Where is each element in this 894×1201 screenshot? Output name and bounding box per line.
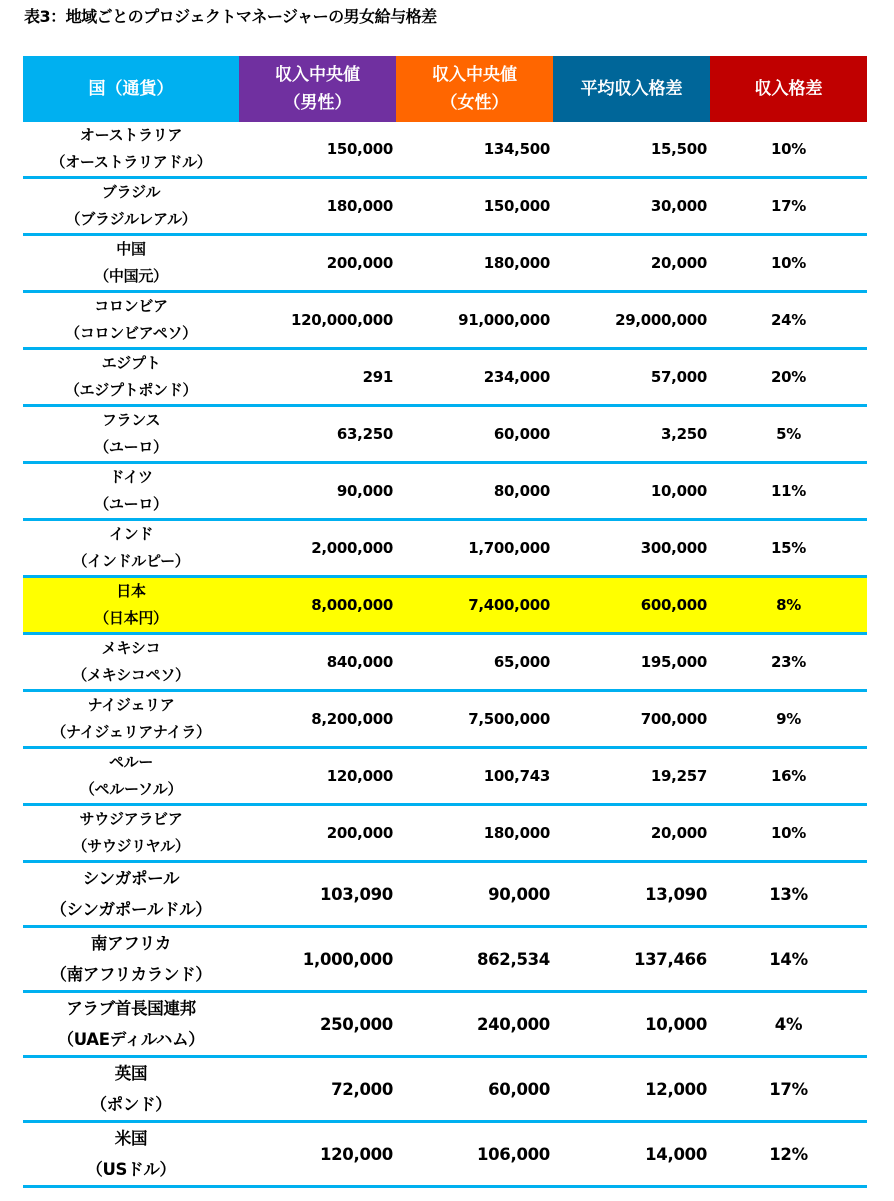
- gap-percent-cell: 11%: [710, 463, 867, 520]
- country-cell: [23, 292, 239, 349]
- gap-percent-cell: 17%: [710, 1057, 867, 1122]
- male-median-cell: 63,250: [239, 406, 396, 463]
- country-cell: [23, 577, 239, 634]
- gap-percent-cell: 14%: [710, 927, 867, 992]
- currency-name: （UAEディルハム）: [57, 1030, 205, 1049]
- currency-name: （コロンビアペソ）: [65, 324, 197, 342]
- male-median-cell: 291: [239, 349, 396, 406]
- male-median-cell: 90,000: [239, 463, 396, 520]
- header-label: 収入中央値: [432, 65, 517, 85]
- female-median-cell: 180,000: [396, 235, 553, 292]
- gap-percent-cell: 12%: [710, 1122, 867, 1187]
- average-gap-cell: 3,250: [553, 406, 710, 463]
- header-label: 平均収入格差: [580, 79, 683, 99]
- country-name: オーストラリア: [79, 126, 183, 144]
- average-gap-cell: 10,000: [553, 463, 710, 520]
- country-name: シンガポール: [82, 869, 180, 888]
- average-gap-cell: 12,000: [553, 1057, 710, 1122]
- male-median-cell: 120,000: [239, 748, 396, 805]
- male-median-cell: 2,000,000: [239, 520, 396, 577]
- country-cell: [23, 748, 239, 805]
- average-gap-cell: 13,090: [553, 862, 710, 927]
- average-gap-cell: 700,000: [553, 691, 710, 748]
- currency-name: （中国元）: [94, 267, 168, 285]
- average-gap-cell: 15,500: [553, 122, 710, 178]
- female-median-cell: 234,000: [396, 349, 553, 406]
- currency-name: （メキシコペソ）: [72, 666, 190, 684]
- country-cell: [23, 805, 239, 862]
- female-median-cell: 100,743: [396, 748, 553, 805]
- male-median-cell: 180,000: [239, 178, 396, 235]
- table-row: [23, 1122, 867, 1187]
- male-median-cell: 200,000: [239, 805, 396, 862]
- country-name: 日本: [116, 582, 146, 600]
- currency-name: （USドル）: [86, 1160, 176, 1179]
- country-cell: [23, 1057, 239, 1122]
- country-name: ブラジル: [101, 183, 161, 201]
- table-row: [23, 520, 867, 577]
- average-gap-cell: 29,000,000: [553, 292, 710, 349]
- currency-name: （ブラジルレアル）: [65, 210, 197, 228]
- country-cell: [23, 122, 239, 178]
- female-median-cell: 180,000: [396, 805, 553, 862]
- average-gap-cell: 10,000: [553, 992, 710, 1057]
- country-name: ナイジェリア: [87, 696, 175, 714]
- country-name: アラブ首長国連邦: [66, 999, 196, 1018]
- country-cell: [23, 1122, 239, 1187]
- gap-percent-cell: 4%: [710, 992, 867, 1057]
- currency-name: （ナイジェリアナイラ）: [51, 723, 211, 741]
- male-median-cell: 150,000: [239, 122, 396, 178]
- average-gap-cell: 300,000: [553, 520, 710, 577]
- table-row: [23, 235, 867, 292]
- table-row: [23, 992, 867, 1057]
- male-median-cell: 200,000: [239, 235, 396, 292]
- header-average-gap: [553, 56, 710, 122]
- gap-percent-cell: 10%: [710, 122, 867, 178]
- country-name: 南アフリカ: [90, 934, 172, 953]
- female-median-cell: 106,000: [396, 1122, 553, 1187]
- currency-name: （ユーロ）: [94, 438, 168, 456]
- female-median-cell: 65,000: [396, 634, 553, 691]
- country-cell: [23, 992, 239, 1057]
- country-name: エジプト: [101, 354, 161, 372]
- female-median-cell: 60,000: [396, 1057, 553, 1122]
- average-gap-cell: 195,000: [553, 634, 710, 691]
- female-median-cell: 862,534: [396, 927, 553, 992]
- table-row: [23, 122, 867, 178]
- header-label: 収入中央値: [275, 65, 360, 85]
- country-cell: [23, 862, 239, 927]
- header-label: 収入格差: [754, 79, 823, 99]
- gap-percent-cell: 20%: [710, 349, 867, 406]
- male-median-cell: 120,000,000: [239, 292, 396, 349]
- average-gap-cell: 19,257: [553, 748, 710, 805]
- table-row: [23, 406, 867, 463]
- currency-name: （ポンド）: [90, 1095, 172, 1114]
- table-row: [23, 577, 867, 634]
- average-gap-cell: 57,000: [553, 349, 710, 406]
- header-male-median: [239, 56, 396, 122]
- table-row: [23, 292, 867, 349]
- table-row: [23, 178, 867, 235]
- gap-percent-cell: 23%: [710, 634, 867, 691]
- female-median-cell: 7,400,000: [396, 577, 553, 634]
- male-median-cell: 72,000: [239, 1057, 396, 1122]
- female-median-cell: 80,000: [396, 463, 553, 520]
- average-gap-cell: 137,466: [553, 927, 710, 992]
- gap-percent-cell: 8%: [710, 577, 867, 634]
- male-median-cell: 8,200,000: [239, 691, 396, 748]
- table-row: [23, 805, 867, 862]
- currency-name: （ユーロ）: [94, 495, 168, 513]
- currency-name: （シンガポールドル）: [50, 900, 212, 919]
- header-country: [23, 56, 239, 122]
- gap-percent-cell: 13%: [710, 862, 867, 927]
- gap-percent-cell: 10%: [710, 805, 867, 862]
- table-row: [23, 862, 867, 927]
- currency-name: （オーストラリアドル）: [50, 153, 212, 171]
- male-median-cell: 1,000,000: [239, 927, 396, 992]
- salary-gap-table: [23, 56, 867, 1188]
- country-name: コロンビア: [94, 297, 168, 315]
- average-gap-cell: 30,000: [553, 178, 710, 235]
- gap-percent-cell: 5%: [710, 406, 867, 463]
- female-median-cell: 60,000: [396, 406, 553, 463]
- female-median-cell: 91,000,000: [396, 292, 553, 349]
- female-median-cell: 134,500: [396, 122, 553, 178]
- table-row: [23, 927, 867, 992]
- header-row: [23, 56, 867, 122]
- header-gap-percent: [710, 56, 867, 122]
- country-name: フランス: [101, 411, 161, 429]
- female-median-cell: 150,000: [396, 178, 553, 235]
- table-title: 表3：地域ごとのプロジェクトマネージャーの男女給与格差: [24, 7, 437, 26]
- average-gap-cell: 20,000: [553, 235, 710, 292]
- gap-percent-cell: 15%: [710, 520, 867, 577]
- header-female-median: [396, 56, 553, 122]
- gap-percent-cell: 10%: [710, 235, 867, 292]
- currency-name: （エジプトポンド）: [64, 381, 198, 399]
- country-cell: [23, 927, 239, 992]
- male-median-cell: 250,000: [239, 992, 396, 1057]
- country-cell: [23, 178, 239, 235]
- country-name: 英国: [114, 1064, 148, 1083]
- country-name: ペルー: [108, 753, 154, 771]
- country-name: ドイツ: [109, 468, 153, 486]
- header-sublabel: （男性）: [283, 93, 352, 113]
- gap-percent-cell: 9%: [710, 691, 867, 748]
- female-median-cell: 1,700,000: [396, 520, 553, 577]
- average-gap-cell: 14,000: [553, 1122, 710, 1187]
- country-cell: [23, 691, 239, 748]
- header-sublabel: （女性）: [440, 93, 509, 113]
- table-row: [23, 349, 867, 406]
- table-row: [23, 691, 867, 748]
- country-name: 中国: [116, 240, 146, 258]
- country-cell: [23, 634, 239, 691]
- male-median-cell: 120,000: [239, 1122, 396, 1187]
- country-cell: [23, 406, 239, 463]
- male-median-cell: 840,000: [239, 634, 396, 691]
- female-median-cell: 90,000: [396, 862, 553, 927]
- average-gap-cell: 600,000: [553, 577, 710, 634]
- country-cell: [23, 463, 239, 520]
- currency-name: （ペルーソル）: [79, 780, 183, 798]
- gap-percent-cell: 16%: [710, 748, 867, 805]
- country-cell: [23, 520, 239, 577]
- header-label: 国（通貨）: [88, 79, 174, 99]
- currency-name: （南アフリカランド）: [50, 965, 212, 984]
- table-row: [23, 748, 867, 805]
- country-name: インド: [108, 525, 154, 543]
- country-name: 米国: [114, 1129, 148, 1148]
- male-median-cell: 8,000,000: [239, 577, 396, 634]
- currency-name: （サウジリヤル）: [72, 837, 190, 855]
- country-name: メキシコ: [101, 639, 161, 657]
- female-median-cell: 240,000: [396, 992, 553, 1057]
- female-median-cell: 7,500,000: [396, 691, 553, 748]
- country-cell: [23, 349, 239, 406]
- table-row: [23, 463, 867, 520]
- gap-percent-cell: 17%: [710, 178, 867, 235]
- currency-name: （インドルピー）: [72, 552, 190, 570]
- country-name: サウジアラビア: [79, 810, 183, 828]
- table-row: [23, 1057, 867, 1122]
- currency-name: （日本円）: [94, 609, 168, 627]
- average-gap-cell: 20,000: [553, 805, 710, 862]
- male-median-cell: 103,090: [239, 862, 396, 927]
- gap-percent-cell: 24%: [710, 292, 867, 349]
- table-row: [23, 634, 867, 691]
- country-cell: [23, 235, 239, 292]
